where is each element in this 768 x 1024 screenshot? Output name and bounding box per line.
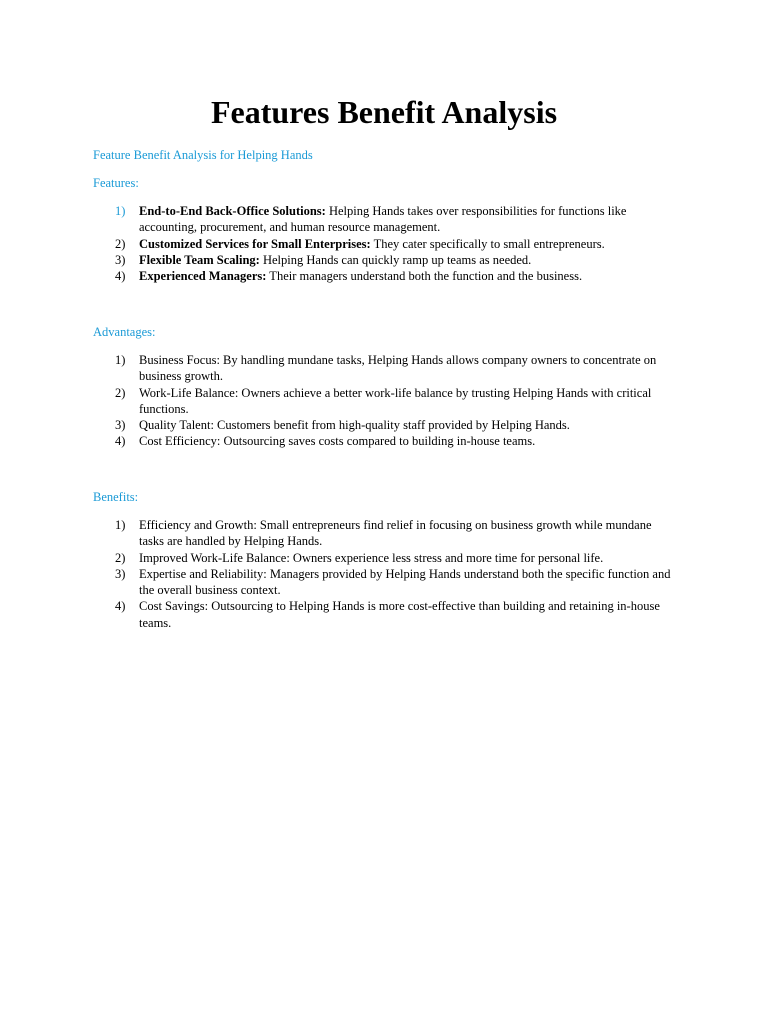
features-item-text: Helping Hands can quickly ramp up teams as needed.: [259, 252, 532, 267]
advantages-item-text: Business Focus: By handling mundane tasks, Helping Hands allows company owners to concentrate on business growth.: [139, 353, 657, 384]
benefits-list: [0, 517, 768, 631]
features-item-term: Customized Services for Small Enterprises:: [139, 236, 371, 251]
document-subtitle: Feature Benefit Analysis for Helping Hands: [93, 148, 313, 162]
benefits-item-text: Cost Savings: Outsourcing to Helping Hands is more cost-effective than building and retaining in-house teams.: [139, 599, 660, 630]
benefits-item-text: Efficiency and Growth: Small entrepreneurs find relief in focusing on business growth while mundane tasks are handled by Helping Hands.: [139, 518, 652, 549]
benefits-list-item: [0, 550, 679, 566]
features-item-term: Experienced Managers:: [139, 269, 267, 284]
advantages-item-text: Work-Life Balance: Owners achieve a better work-life balance by trusting Helping Hands with critical functions.: [139, 385, 652, 416]
advantages-list: [0, 352, 768, 450]
features-item-text: Helping Hands takes over responsibilities for functions like accounting, procurement, and human resource management.: [139, 204, 627, 235]
features-item-term: Flexible Team Scaling:: [139, 252, 260, 267]
advantages-item-number: 1): [115, 353, 126, 367]
features-list-item: [0, 203, 679, 236]
benefits-item-number: 4): [115, 599, 126, 614]
advantages-item-number: 3): [115, 418, 126, 433]
benefits-list-item: [0, 566, 679, 599]
features-item-term: End-to-End Back-Office Solutions:: [139, 204, 326, 218]
features-list: [0, 203, 768, 284]
benefits-list-item: [0, 598, 679, 631]
features-heading: Features:: [93, 176, 139, 190]
advantages-list-item: [0, 385, 679, 418]
benefits-item-number: 1): [115, 518, 126, 532]
features-item-number: 1): [115, 204, 126, 218]
features-list-item: [0, 236, 679, 252]
advantages-list-item: [0, 417, 679, 433]
advantages-heading: Advantages:: [93, 325, 156, 339]
features-item-text: They cater specifically to small entrepreneurs.: [370, 236, 605, 251]
document-title: Features Benefit Analysis: [210, 94, 558, 130]
features-item-number: 2): [115, 236, 126, 251]
features-list-item: [0, 252, 679, 268]
benefits-item-number: 3): [115, 566, 126, 581]
advantages-list-item: [0, 433, 679, 449]
benefits-list-item: [0, 517, 679, 550]
advantages-list-item: [0, 352, 679, 385]
features-item-number: 3): [115, 252, 126, 267]
advantages-item-text: Quality Talent: Customers benefit from high-quality staff provided by Helping Hands.: [139, 418, 570, 433]
benefits-item-text: Improved Work-Life Balance: Owners experience less stress and more time for personal life.: [139, 550, 604, 565]
advantages-item-number: 2): [115, 385, 126, 400]
benefits-heading: Benefits:: [93, 490, 139, 504]
advantages-item-number: 4): [115, 434, 126, 449]
features-list-item: [0, 268, 679, 284]
benefits-item-number: 2): [115, 550, 126, 565]
features-item-text: Their managers understand both the function and the business.: [266, 269, 583, 284]
features-item-number: 4): [115, 269, 126, 284]
advantages-item-text: Cost Efficiency: Outsourcing saves costs compared to building in-house teams.: [139, 434, 536, 449]
benefits-item-text: Expertise and Reliability: Managers provided by Helping Hands understand both the specific function and the overall business context.: [139, 566, 671, 598]
